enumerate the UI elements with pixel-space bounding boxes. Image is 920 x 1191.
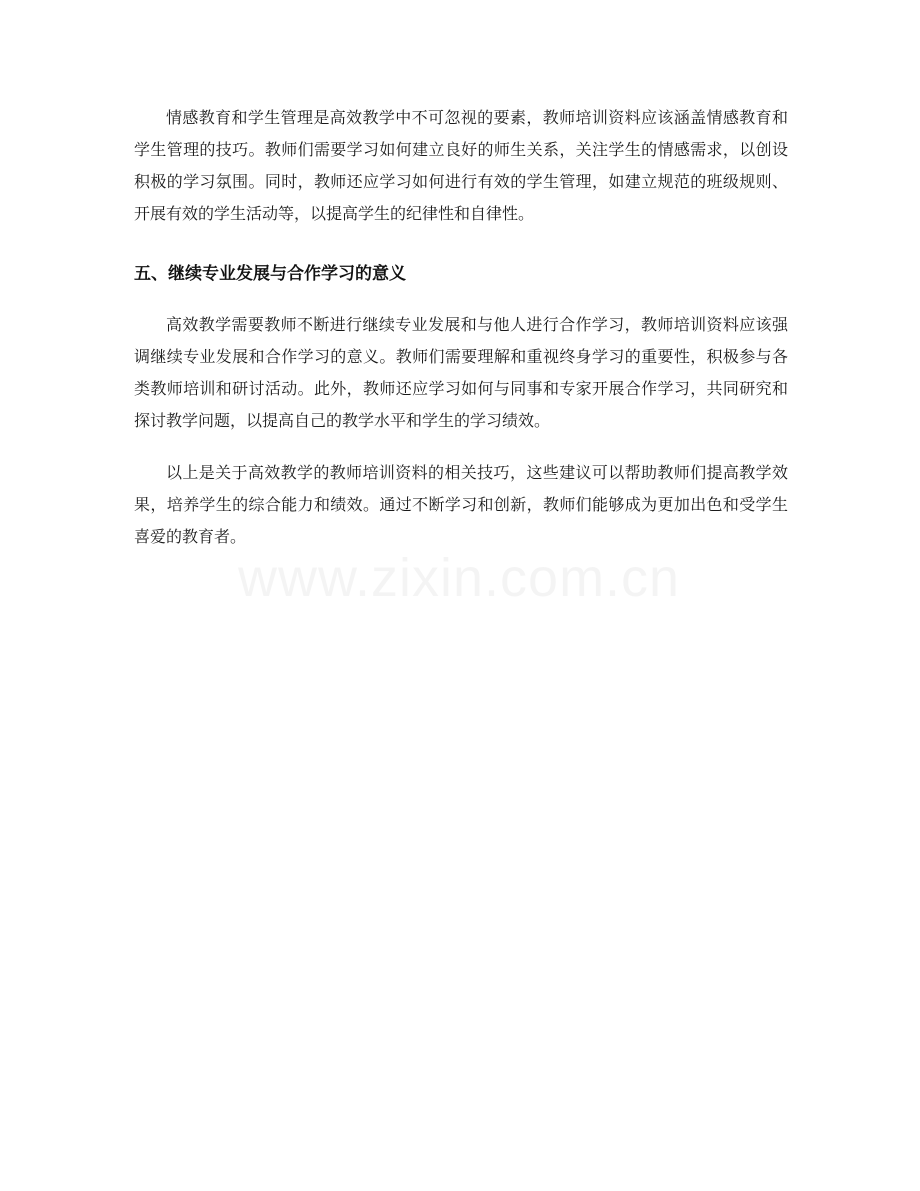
paragraph-emotional-education: 情感教育和学生管理是高效教学中不可忽视的要素，教师培训资料应该涵盖情感教育和学生管理的技巧。教师们需要学习如何建立良好的师生关系，关注学生的情感需求，以创设积极的学习氛围。同时，教师还应学习如何进行有效的学生管理，如建立规范的班级规则、开展有效的学生活动等，以提高学生的纪律性和自律性。 <box>134 108 788 223</box>
document-body <box>134 102 788 553</box>
paragraph-conclusion: 以上是关于高效教学的教师培训资料的相关技巧，这些建议可以帮助教师们提高教学效果，培养学生的综合能力和绩效。通过不断学习和创新，教师们能够成为更加出色和受学生喜爱的教育者。 <box>134 463 788 546</box>
watermark <box>238 548 698 608</box>
paragraph-professional-development: 高效教学需要教师不断进行继续专业发展和与他人进行合作学习，教师培训资料应该强调继续专业发展和合作学习的意义。教师们需要理解和重视终身学习的重要性，积极参与各类教师培训和研讨活动。此外，教师还应学习如何与同事和专家开展合作学习，共同研究和探讨教学问题，以提高自己的教学水平和学生的学习绩效。 <box>134 315 788 430</box>
section-heading: 五、继续专业发展与合作学习的意义 <box>134 264 406 284</box>
